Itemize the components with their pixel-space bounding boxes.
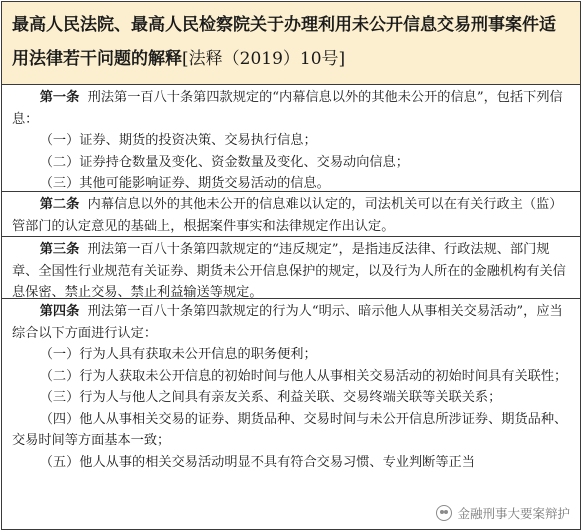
article-3 <box>2 237 580 299</box>
article-3-text: 第三条 刑法第一百八十条第四款规定的“违反规定”，是指违反法律、行政法规、部门规章、全国性行业规范有关证券、期货未公开信息保护的规定，以及行为人所在的金融机构有关信息保密、禁止交易、禁止利益输送等规定。 <box>12 242 566 300</box>
watermark <box>436 503 570 525</box>
watermark-text: 金融刑事大要案辩护 <box>457 505 570 521</box>
wechat-icon <box>436 505 452 521</box>
document-table <box>1 1 581 530</box>
article-4-item-3: （三）行为人与他人之间具有亲友关系、利益关联、交易终端关联等关联关系； <box>39 390 502 405</box>
article-3-number: 第三条 <box>39 242 80 257</box>
article-1 <box>2 85 580 192</box>
article-1-number: 第一条 <box>39 90 80 105</box>
article-4-item-5: （五）他人从事的相关交易活动明显不具有符合交易习惯、专业判断等正当 <box>39 454 475 470</box>
article-4-line-1: 第四条 刑法第一百八十条第四款规定的行为人“明示、暗示他人从事相关交易活动”，应当综合以下方面进行认定： <box>12 304 563 341</box>
document-title: 最高人民法院、最高人民检察院关于办理利用未公开信息交易刑事案件适用法律若干问题的解释 <box>12 15 556 69</box>
article-4-item-1: （一）行为人具有获取未公开信息的职务便利； <box>39 347 317 362</box>
article-1-item-3: （三）其他可能影响证券、期货交易活动的信息。 <box>39 176 330 191</box>
article-1-item-1: （一）证券、期货的投资决策、交易执行信息； <box>39 133 317 148</box>
document-header <box>2 2 580 85</box>
document-reference: [法释（2019）10号] <box>182 49 346 69</box>
article-2 <box>2 192 580 237</box>
article-4 <box>2 299 580 530</box>
article-4-item-4: （四）他人从事相关交易的证券、期货品种、交易时间与未公开信息所涉证券、期货品种、交易时间等方面基本一致； <box>12 411 568 448</box>
article-4-item-2: （二）行为人获取未公开信息的初始时间与他人从事相关交易活动的初始时间具有关联性； <box>39 368 568 384</box>
article-2-number: 第二条 <box>39 197 80 212</box>
article-4-number: 第四条 <box>39 304 80 319</box>
article-1-line-1: 第一条 刑法第一百八十条第四款规定的“内幕信息以外的其他未公开的信息”，包括下列信息： <box>12 90 563 127</box>
article-1-item-2: （二）证券持仓数量及变化、资金数量及变化、交易动向信息； <box>39 154 409 170</box>
article-2-text: 第二条 内幕信息以外的其他未公开的信息难以认定的，司法机关可以在有关行政主（监）管部门的认定意见的基础上，根据案件事实和法律规定作出认定。 <box>12 197 563 234</box>
